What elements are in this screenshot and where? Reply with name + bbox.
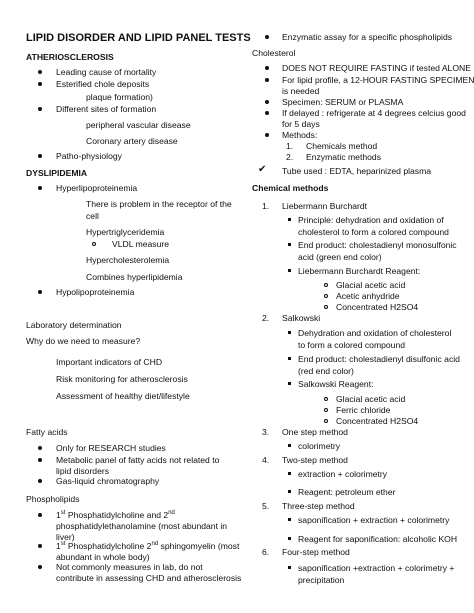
numbered-item: Four-step method xyxy=(282,547,350,557)
sub-item: There is problem in the receptor of the xyxy=(86,199,232,209)
hollow-bullet-icon xyxy=(324,419,328,423)
sub-item: Hypercholesterolemia xyxy=(86,255,170,265)
bullet-icon xyxy=(38,107,42,111)
list-item-continuation: is needed xyxy=(282,86,320,96)
square-bullet-icon xyxy=(288,269,291,272)
bullet-icon xyxy=(265,111,269,115)
sub-item: saponification +extraction + colorimetry + xyxy=(298,563,455,573)
list-item-continuation: abundant in whole body) xyxy=(56,552,150,562)
reagent-item: Acetic anhydride xyxy=(336,291,400,301)
list-item: Specimen: SERUM or PLASMA xyxy=(282,97,404,107)
list-item: Esterified chole deposits xyxy=(56,79,150,89)
bullet-icon xyxy=(38,82,42,86)
numbered-item: Chemicals method xyxy=(306,141,378,151)
bullet-icon xyxy=(265,133,269,137)
list-item: Tube used : EDTA, heparinized plasma xyxy=(282,166,432,176)
sub-item: peripheral vascular disease xyxy=(86,120,191,130)
list-item-continuation: for 5 days xyxy=(282,119,320,129)
square-bullet-icon xyxy=(288,444,291,447)
sub-item: End product: cholestadienyl disulfonic acid xyxy=(298,354,460,364)
list-item: Different sites of formation xyxy=(56,104,157,114)
bullet-icon xyxy=(265,78,269,82)
document-title: LIPID DISORDER AND LIPID PANEL TESTS xyxy=(26,32,251,44)
square-bullet-icon xyxy=(288,566,291,569)
numbered-item: Liebermann Burchardt xyxy=(282,201,368,211)
bullet-icon xyxy=(38,186,42,190)
list-number: 2. xyxy=(262,313,270,323)
list-item-continuation: contribute in assessing CHD and atherosclerosis xyxy=(56,573,242,583)
reagent-item: Glacial acetic acid xyxy=(336,394,406,404)
list-item: Only for RESEARCH studies xyxy=(56,443,166,453)
hollow-bullet-icon xyxy=(324,283,328,287)
numbered-item: One step method xyxy=(282,427,348,437)
list-number: 6. xyxy=(262,547,270,557)
sub-item: colorimetry xyxy=(298,441,341,451)
numbered-item: Two-step method xyxy=(282,455,348,465)
paragraph: Laboratory determination xyxy=(26,320,122,330)
list-item: If delayed : refrigerate at 4 degrees celcius good xyxy=(282,108,466,118)
sub-item: Combines hyperlipidemia xyxy=(86,272,183,282)
list-item: 1st Phosphatidylcholine and 2nd xyxy=(56,510,175,520)
bullet-icon xyxy=(38,446,42,450)
list-item: Hyperlipoproteinemia xyxy=(56,183,138,193)
list-number: 4. xyxy=(262,455,270,465)
sub-item-continuation: cell xyxy=(86,211,99,221)
numbered-item: Three-step method xyxy=(282,501,355,511)
list-item: DOES NOT REQUIRE FASTING if tested ALONE xyxy=(282,63,471,73)
list-item-continuation: phosphatidylethanolamine (most abundant in xyxy=(56,521,228,531)
list-item: Gas-liquid chromatography xyxy=(56,476,160,486)
list-item-continuation: lipid disorders xyxy=(56,466,110,476)
atherosclerosis-heading: ATHERIOSCLEROSIS xyxy=(26,52,114,62)
square-bullet-icon xyxy=(288,490,291,493)
reagent-item: Concentrated H2SO4 xyxy=(336,302,419,312)
list-item: For lipid profile, a 12-HOUR FASTING SPECIMEN xyxy=(282,75,474,85)
square-bullet-icon xyxy=(288,357,291,360)
square-bullet-icon xyxy=(288,472,291,475)
reagent-item: Glacial acetic acid xyxy=(336,280,406,290)
hollow-bullet-icon xyxy=(324,294,328,298)
sub-item-continuation: precipitation xyxy=(298,575,345,585)
bullet-icon xyxy=(38,565,42,569)
bullet-icon xyxy=(38,479,42,483)
sub-sub-item: VLDL measure xyxy=(112,239,170,249)
sub-item: Salkowski Reagent: xyxy=(298,379,374,389)
list-item: Not commonly measures in lab, do not xyxy=(56,562,203,572)
list-number: 3. xyxy=(262,427,270,437)
bullet-icon xyxy=(265,100,269,104)
square-bullet-icon xyxy=(288,218,291,221)
hollow-bullet-icon xyxy=(324,397,328,401)
reagent-item: Concentrated H2SO4 xyxy=(336,416,419,426)
list-item-continuation: plaque formation) xyxy=(86,92,153,102)
sub-item: Reagent: petroleum ether xyxy=(298,487,396,497)
square-bullet-icon xyxy=(288,331,291,334)
cholesterol-heading: Cholesterol xyxy=(252,48,296,58)
checkmark-icon: ✔ xyxy=(258,164,267,175)
paragraph: Why do we need to measure? xyxy=(26,336,141,346)
sub-item: Reagent for saponification: alcoholic KOH xyxy=(298,534,458,544)
hollow-bullet-icon xyxy=(324,408,328,412)
list-item: Enzymatic assay for a specific phospholipids xyxy=(282,32,453,42)
list-number: 1. xyxy=(262,201,270,211)
hollow-bullet-icon xyxy=(324,305,328,309)
hollow-bullet-icon xyxy=(92,242,96,246)
sub-item: Hypertriglyceridemia xyxy=(86,227,165,237)
square-bullet-icon xyxy=(288,518,291,521)
square-bullet-icon xyxy=(288,243,291,246)
sub-item-continuation: to form a colored compound xyxy=(298,340,406,350)
list-item: Methods: xyxy=(282,130,318,140)
reason-item: Important indicators of CHD xyxy=(56,357,163,367)
square-bullet-icon xyxy=(288,382,291,385)
dyslipidemia-heading: DYSLIPIDEMIA xyxy=(26,168,88,178)
phospholipids-heading: Phospholipids xyxy=(26,494,80,504)
list-number: 5. xyxy=(262,501,270,511)
bullet-icon xyxy=(265,35,269,39)
numbered-item: Salkowski xyxy=(282,313,321,323)
sub-item-continuation: acid (green end color) xyxy=(298,252,382,262)
chemical-methods-heading: Chemical methods xyxy=(252,183,329,193)
sub-item: End product: cholestadienyl monosulfonic xyxy=(298,240,457,250)
fatty-acids-heading: Fatty acids xyxy=(26,427,68,437)
reason-item: Assessment of healthy diet/lifestyle xyxy=(56,391,190,401)
bullet-icon xyxy=(38,458,42,462)
list-item: Hypolipoproteinemia xyxy=(56,287,135,297)
sub-item: saponification + extraction + colorimetry xyxy=(298,515,450,525)
bullet-icon xyxy=(38,290,42,294)
bullet-icon xyxy=(38,544,42,548)
sub-item-continuation: cholesterol to form a colored compound xyxy=(298,227,449,237)
bullet-icon xyxy=(38,154,42,158)
bullet-icon xyxy=(38,70,42,74)
sub-item-continuation: (red end color) xyxy=(298,366,354,376)
bullet-icon xyxy=(38,513,42,517)
list-item: Leading cause of mortality xyxy=(56,67,157,77)
sub-item: Dehydration and oxidation of cholesterol xyxy=(298,328,452,338)
reagent-item: Ferric chloride xyxy=(336,405,391,415)
numbered-item: Enzymatic methods xyxy=(306,152,381,162)
list-item: Patho-physiology xyxy=(56,151,122,161)
sub-item: Principle: dehydration and oxidation of xyxy=(298,215,444,225)
list-item: Metabolic panel of fatty acids not related to xyxy=(56,455,220,465)
list-item-continuation: liver) xyxy=(56,532,75,542)
sub-item: Coronary artery disease xyxy=(86,136,178,146)
sub-item: extraction + colorimetry xyxy=(298,469,388,479)
square-bullet-icon xyxy=(288,537,291,540)
reason-item: Risk monitoring for atherosclerosis xyxy=(56,374,188,384)
list-number: 2. xyxy=(286,152,294,162)
list-item: 1st Phosphatidylcholine 2nd sphingomyelin (most xyxy=(56,541,240,551)
sub-item: Liebermann Burchardt Reagent: xyxy=(298,266,421,276)
list-number: 1. xyxy=(286,141,294,151)
bullet-icon xyxy=(265,66,269,70)
